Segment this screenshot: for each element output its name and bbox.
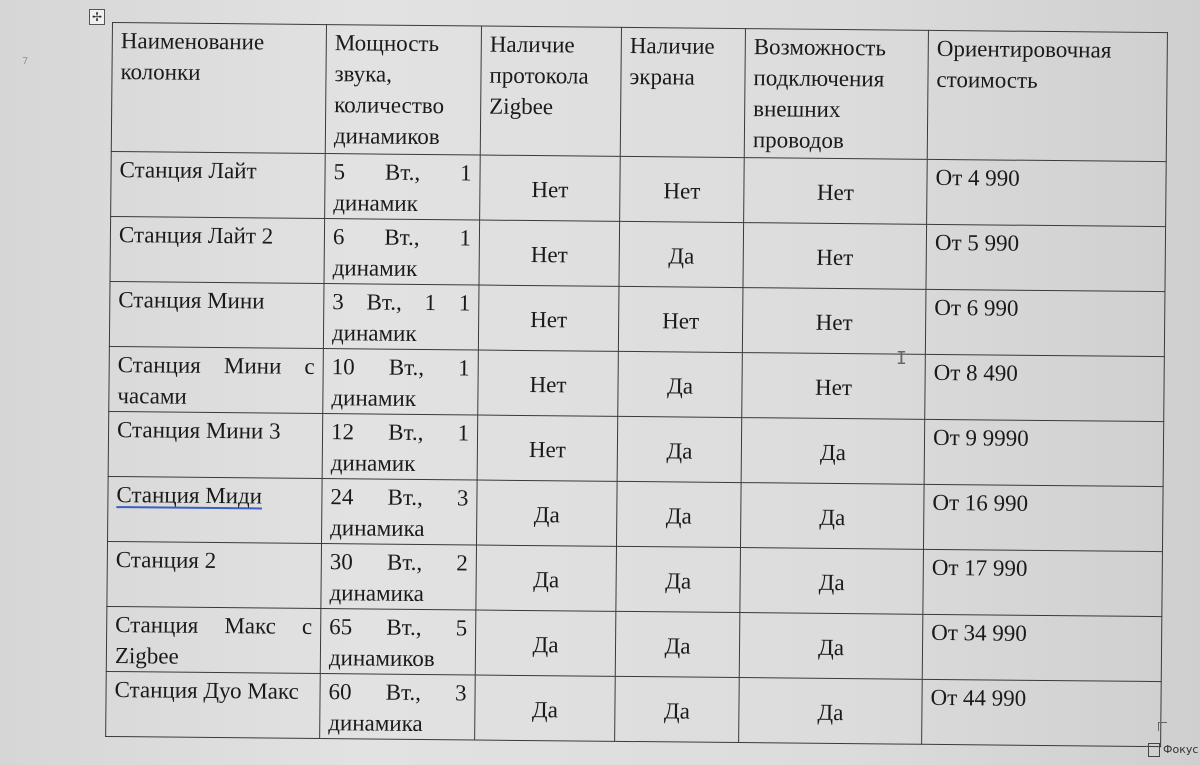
cell-price-text: От 6 990 bbox=[934, 294, 1019, 321]
cell-screen-text: Да bbox=[666, 437, 693, 464]
cell-wired-text: Нет bbox=[814, 374, 853, 400]
cell-name-text: Станция Дуо Макс bbox=[114, 677, 299, 704]
cell-price[interactable] bbox=[925, 289, 1165, 356]
cell-power-text: 24 Вт., 3 динамика bbox=[330, 484, 469, 542]
cell-zigbee-text: Нет bbox=[528, 436, 566, 462]
cell-power-text: 3 Вт., 1 1 динамик bbox=[331, 289, 471, 346]
cell-price[interactable] bbox=[922, 614, 1162, 681]
cell-name-text: Станция Мини 3 bbox=[116, 417, 281, 444]
cell-power[interactable] bbox=[322, 414, 478, 480]
focus-label: Фокус bbox=[1163, 743, 1199, 756]
cell-screen[interactable] bbox=[615, 611, 740, 677]
cell-name[interactable] bbox=[107, 541, 322, 608]
cell-wired-text: Да bbox=[818, 569, 845, 595]
cell-wired[interactable] bbox=[740, 483, 924, 550]
cell-wired-text: Нет bbox=[815, 309, 853, 335]
cell-name[interactable] bbox=[110, 216, 325, 283]
cell-price-text: От 16 990 bbox=[932, 489, 1029, 516]
cell-price[interactable] bbox=[922, 679, 1162, 746]
cell-power-text: 30 Вт., 2 динамика bbox=[329, 549, 468, 607]
table-resize-handle[interactable] bbox=[1158, 722, 1167, 731]
cell-screen-text: Да bbox=[665, 567, 692, 594]
cell-power[interactable] bbox=[323, 284, 479, 350]
cell-wired-text: Да bbox=[819, 504, 846, 530]
header-screen[interactable]: Наличие экрана bbox=[620, 27, 745, 157]
speaker-comparison-table bbox=[105, 22, 1168, 747]
cell-zigbee[interactable] bbox=[475, 675, 616, 741]
cell-screen[interactable] bbox=[619, 221, 744, 287]
cell-screen-text: Да bbox=[666, 372, 694, 399]
cell-name[interactable] bbox=[106, 671, 321, 738]
cell-name-text: Станция 2 bbox=[115, 547, 217, 574]
header-price[interactable]: Ориентировочная стоимость bbox=[927, 30, 1167, 161]
cell-zigbee-text: Да bbox=[532, 631, 559, 657]
cell-wired-text: Да bbox=[817, 699, 844, 725]
text-cursor-icon: I bbox=[896, 348, 907, 369]
cell-zigbee-text: Нет bbox=[530, 306, 568, 332]
cell-power-text: 6 Вт., 1 динамик bbox=[332, 224, 472, 281]
cell-name-text: Станция Мини bbox=[118, 287, 265, 314]
cell-zigbee-text: Нет bbox=[531, 176, 569, 202]
table-row bbox=[106, 671, 1162, 746]
cell-wired-text: Нет bbox=[816, 244, 854, 270]
header-power[interactable]: Мощность звука, количество динамиков bbox=[325, 25, 481, 155]
cell-price[interactable] bbox=[923, 484, 1163, 551]
cell-wired-text: Да bbox=[817, 634, 845, 660]
table-row bbox=[108, 411, 1164, 486]
header-wired[interactable]: Возможность подключения внешних проводов bbox=[744, 29, 928, 160]
cell-name-text: Станция Лайт 2 bbox=[118, 222, 274, 249]
cell-power-text: 65 Вт., 5 динамиков bbox=[328, 614, 468, 672]
cell-name[interactable] bbox=[109, 281, 324, 348]
cell-zigbee-text: Да bbox=[531, 696, 558, 722]
cell-zigbee[interactable] bbox=[475, 610, 616, 676]
table-row bbox=[108, 476, 1164, 551]
cell-zigbee-text: Нет bbox=[529, 371, 567, 397]
cell-power-text: 10 Вт., 1 динамик bbox=[331, 354, 470, 411]
cell-name[interactable] bbox=[108, 411, 323, 478]
table-row bbox=[109, 281, 1165, 356]
table-body bbox=[106, 151, 1167, 746]
cell-name[interactable] bbox=[106, 606, 321, 673]
table-row bbox=[111, 151, 1167, 226]
cell-screen[interactable] bbox=[617, 416, 742, 482]
cell-zigbee-text: Нет bbox=[530, 241, 568, 267]
cell-screen-text: Да bbox=[665, 502, 692, 529]
table-header-row bbox=[111, 23, 1167, 162]
cell-zigbee[interactable] bbox=[478, 285, 619, 351]
cell-name[interactable] bbox=[108, 476, 323, 543]
cell-name[interactable] bbox=[111, 151, 326, 218]
cell-zigbee[interactable] bbox=[480, 155, 621, 221]
cell-screen-text: Нет bbox=[663, 177, 701, 204]
cell-screen-text: Нет bbox=[662, 307, 700, 334]
cell-price[interactable] bbox=[924, 419, 1164, 486]
cell-screen[interactable] bbox=[616, 546, 741, 612]
cell-zigbee[interactable] bbox=[479, 220, 620, 286]
cell-price[interactable] bbox=[926, 224, 1166, 291]
table-row bbox=[106, 606, 1162, 681]
cell-power-text: 12 Вт., 1 динамик bbox=[330, 419, 470, 476]
cell-name[interactable] bbox=[109, 346, 324, 413]
cell-wired[interactable] bbox=[743, 223, 927, 290]
cell-power[interactable] bbox=[320, 674, 476, 740]
cell-wired[interactable] bbox=[741, 418, 925, 485]
cell-zigbee[interactable] bbox=[478, 350, 619, 416]
cell-screen-text: Да bbox=[663, 697, 690, 724]
cell-name-text: Станция Макс с Zigbee bbox=[114, 612, 313, 669]
cell-screen-text: Да bbox=[664, 632, 691, 659]
cell-screen[interactable] bbox=[618, 351, 743, 417]
cell-screen[interactable] bbox=[616, 481, 741, 547]
cell-price[interactable] bbox=[925, 354, 1165, 421]
cell-name-text: Станция Мини с часами bbox=[117, 352, 315, 409]
focus-icon bbox=[1148, 743, 1160, 757]
cell-wired[interactable] bbox=[739, 613, 923, 680]
margin-mark: 7 bbox=[22, 56, 29, 67]
cell-wired-text: Нет bbox=[816, 179, 854, 205]
cell-zigbee-text: Да bbox=[533, 501, 560, 527]
table-row bbox=[107, 541, 1163, 616]
cell-power[interactable] bbox=[322, 479, 478, 545]
cell-name-text: Станция Миди bbox=[116, 482, 263, 509]
cell-wired[interactable] bbox=[744, 158, 928, 225]
cell-price-text: От 9 9990 bbox=[932, 424, 1029, 451]
cell-price-text: От 17 990 bbox=[931, 554, 1028, 581]
header-name[interactable]: Наименование колонки bbox=[111, 23, 326, 154]
cell-price-text: От 4 990 bbox=[935, 164, 1020, 191]
cell-price[interactable] bbox=[927, 159, 1167, 226]
cell-wired[interactable] bbox=[740, 548, 924, 615]
cell-price-text: От 44 990 bbox=[930, 684, 1027, 711]
cell-zigbee-text: Да bbox=[533, 566, 560, 592]
cell-power[interactable] bbox=[324, 219, 480, 285]
cell-name-text: Станция Лайт bbox=[119, 157, 257, 184]
cell-power[interactable] bbox=[321, 544, 477, 610]
cell-power[interactable] bbox=[320, 609, 476, 675]
focus-mode-button[interactable] bbox=[1148, 743, 1198, 757]
cell-power[interactable] bbox=[325, 154, 481, 220]
cell-power-text: 5 Вт., 1 динамик bbox=[333, 159, 472, 216]
cell-wired-text: Да bbox=[819, 439, 846, 465]
cell-zigbee[interactable] bbox=[476, 480, 617, 546]
cell-price-text: От 8 490 bbox=[933, 359, 1018, 386]
cell-screen[interactable] bbox=[618, 286, 743, 352]
table-move-handle-icon[interactable]: ✢ bbox=[89, 9, 105, 25]
cell-wired[interactable] bbox=[742, 288, 926, 355]
cell-screen-text: Да bbox=[668, 242, 695, 269]
cell-zigbee[interactable] bbox=[476, 545, 617, 611]
cell-power[interactable] bbox=[323, 349, 479, 415]
cell-zigbee[interactable] bbox=[477, 415, 618, 481]
table-row bbox=[110, 216, 1166, 291]
table-row bbox=[109, 346, 1165, 421]
cell-wired[interactable] bbox=[739, 678, 923, 745]
cell-screen[interactable] bbox=[615, 676, 740, 742]
cell-price[interactable] bbox=[923, 549, 1163, 616]
cell-price-text: От 5 990 bbox=[934, 229, 1020, 256]
cell-power-text: 60 Вт., 3 динамика bbox=[328, 679, 467, 737]
cell-screen[interactable] bbox=[620, 156, 745, 222]
cell-price-text: От 34 990 bbox=[931, 619, 1027, 646]
header-zigbee[interactable]: Наличие протокола Zigbee bbox=[480, 26, 621, 156]
